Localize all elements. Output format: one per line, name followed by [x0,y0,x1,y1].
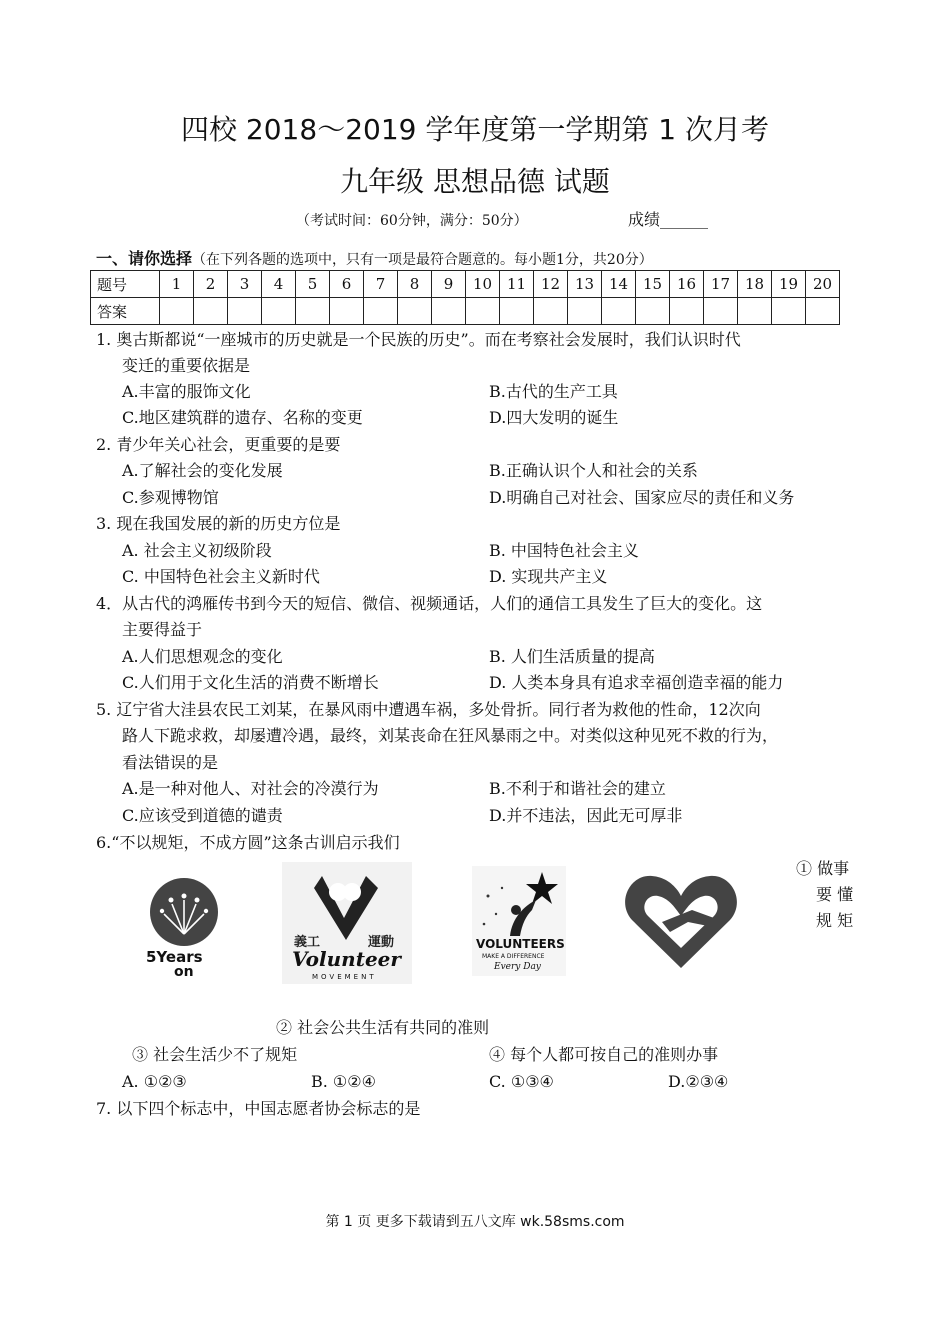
answer-cell[interactable] [398,298,432,325]
logo3-text2: MAKE A DIFFERENCE [482,953,545,960]
row-label-number: 题号 [91,271,160,298]
q6-opt2: ② 社会公共生活有共同的准则 [276,1018,490,1037]
section-title: 一、请你选择 [96,249,193,268]
answer-table [90,270,840,325]
answer-cell[interactable] [466,298,500,325]
q1-option-d: D.四大发明的诞生 [489,408,619,427]
q2-option-b: B.正确认识个人和社会的关系 [489,461,698,480]
page-footer: 第 1 页 更多下载请到五八文库 wk.58sms.com [325,1214,625,1230]
q2-option-a: A.了解社会的变化发展 [122,461,283,480]
q5-stem-line3: 看法错误的是 [122,753,219,772]
question-number: 18 [738,271,772,298]
answer-cell[interactable] [500,298,534,325]
question-number: 1 [160,271,194,298]
question-number: 10 [466,271,500,298]
row-label-answer: 答案 [91,298,160,325]
q2-option-d: D.明确自己对社会、国家应尽的责任和义务 [489,488,795,507]
q1-option-c: C.地区建筑群的遗存、名称的变更 [122,408,363,427]
section-heading [96,246,653,269]
q3-option-d: D. 实现共产主义 [489,567,608,586]
q6-opt1-line1: ① 做事 [796,859,850,878]
q3-option-a: A. 社会主义初级阶段 [122,541,272,560]
q3-option-c: C. 中国特色社会主义新时代 [122,567,320,586]
answer-cell[interactable] [296,298,330,325]
exam-title-line2: 九年级 思想品德 试题 [340,165,610,198]
q1-option-b: B.古代的生产工具 [489,382,618,401]
q2-stem: 2. 青少年关心社会，更重要的是要 [96,435,341,454]
question-number: 12 [534,271,568,298]
q4-option-a: A.人们思想观念的变化 [122,647,283,666]
q6-option-c: C. ①③④ [489,1072,554,1091]
q4-option-b: B. 人们生活质量的提高 [489,647,655,666]
logo2-text1: 義工 [294,935,321,950]
answer-cell[interactable] [228,298,262,325]
question-number: 20 [806,271,840,298]
q6-opt4: ④ 每个人都可按自己的准则办事 [489,1045,719,1064]
q1-stem-line2: 变迁的重要依据是 [122,356,251,375]
answer-cell[interactable] [670,298,704,325]
exam-info: （考试时间：60分钟，满分：50分） [296,213,528,229]
exam-title-line1: 四校 2018～2019 学年度第一学期第 1 次月考 [181,113,769,146]
answer-cell[interactable] [330,298,364,325]
question-number: 4 [262,271,296,298]
q6-opt3: ③ 社会生活少不了规矩 [132,1045,298,1064]
question-number: 13 [568,271,602,298]
answer-cell[interactable] [364,298,398,325]
q4-stem-line2: 主要得益于 [122,620,203,639]
q4-option-d: D. 人类本身具有追求幸福创造幸福的能力 [489,673,784,692]
q5-stem-line1: 5. 辽宁省大洼县农民工刘某，在暴风雨中遭遇车祸，多处骨折。同行者为救他的性命，12次向 [96,700,761,719]
q4-stem-line1: 4．从古代的鸿雁传书到今天的短信、微信、视频通话，人们的通信工具发生了巨大的变化。这 [96,594,763,613]
volunteers-make-difference-logo [472,866,566,976]
score-field: 成绩______ [628,210,709,229]
question-number: 9 [432,271,466,298]
question-number: 6 [330,271,364,298]
question-number: 16 [670,271,704,298]
q1-option-a: A.丰富的服饰文化 [122,382,251,401]
q5-stem-line2: 路人下跪求救，却屡遭冷遇，最终，刘某丧命在狂风暴雨之中。对类似这种见死不救的行为， [122,726,779,745]
five-years-on-logo [140,862,230,982]
q6-opt1-line3: 规 矩 [816,911,854,930]
answer-cell[interactable] [194,298,228,325]
section-instruction: （在下列各题的选项中，只有一项是最符合题意的。每小题1分，共20分） [192,252,653,268]
answer-cell[interactable] [160,298,194,325]
answer-cell[interactable] [534,298,568,325]
answer-cell[interactable] [738,298,772,325]
logo1-text1: 5Years [146,948,203,966]
answer-cell[interactable] [806,298,840,325]
answer-cell[interactable] [704,298,738,325]
answer-cell[interactable] [602,298,636,325]
q6-option-a: A. ①②③ [122,1072,187,1091]
q6-stem: 6.“不以规矩，不成方圆”这条古训启示我们 [96,833,400,852]
heart-hand-logo [622,870,740,974]
volunteer-movement-logo [282,862,412,984]
q2-option-c: C.参观博物馆 [122,488,219,507]
question-number: 3 [228,271,262,298]
q5-option-c: C.应该受到道德的谴责 [122,806,283,825]
question-number: 11 [500,271,534,298]
question-number: 2 [194,271,228,298]
q5-option-a: A.是一种对他人、对社会的冷漠行为 [122,779,379,798]
question-number: 8 [398,271,432,298]
q3-option-b: B. 中国特色社会主义 [489,541,639,560]
answer-table-row-numbers [91,271,840,298]
question-number: 14 [602,271,636,298]
logo3-text1: VOLUNTEERS [476,937,565,951]
question-number: 15 [636,271,670,298]
logo2-text3: Volunteer [292,947,401,971]
q4-option-c: C.人们用于文化生活的消费不断增长 [122,673,379,692]
q6-opt1-line2: 要 懂 [816,885,854,904]
answer-cell[interactable] [772,298,806,325]
question-number: 5 [296,271,330,298]
answer-cell[interactable] [636,298,670,325]
logo1-text2: on [174,964,194,980]
q6-option-d: D.②③④ [668,1072,729,1091]
question-number: 17 [704,271,738,298]
q1-stem-line1: 1. 奥古斯都说“一座城市的历史就是一个民族的历史”。而在考察社会发展时，我们认识时代 [96,330,741,349]
q3-stem: 3. 现在我国发展的新的历史方位是 [96,514,341,533]
logo2-text2: 運動 [368,935,395,950]
q7-stem: 7. 以下四个标志中，中国志愿者协会标志的是 [96,1099,421,1118]
answer-cell[interactable] [262,298,296,325]
logo3-text3: Every Day [494,962,541,972]
q6-option-b: B. ①②④ [311,1072,376,1091]
q5-option-b: B.不利于和谐社会的建立 [489,779,666,798]
answer-cell[interactable] [432,298,466,325]
question-number: 19 [772,271,806,298]
answer-table-row-answers [91,298,840,325]
q5-option-d: D.并不违法，因此无可厚非 [489,806,683,825]
logo2-text4: MOVEMENT [312,973,377,981]
answer-cell[interactable] [568,298,602,325]
question-number: 7 [364,271,398,298]
